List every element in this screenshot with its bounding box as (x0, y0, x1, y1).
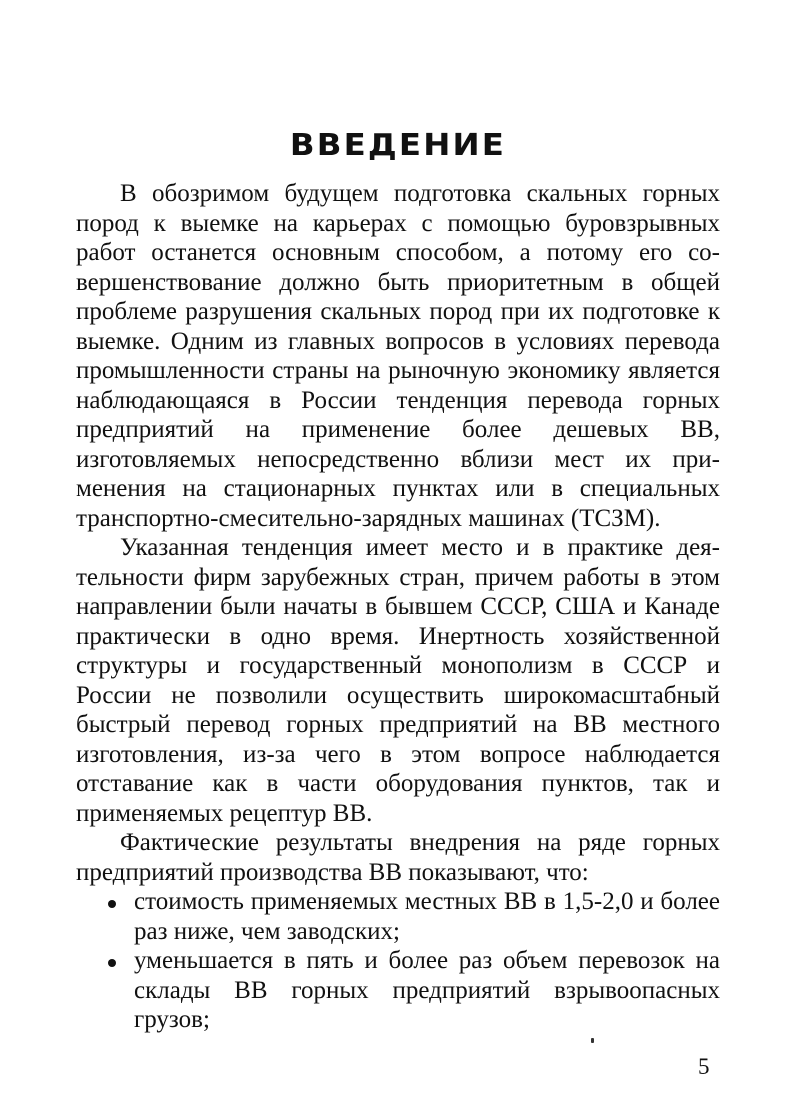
bullet-dot-icon (108, 959, 116, 967)
body-text (76, 179, 720, 1035)
paragraph-3: Фактические результаты внедрения на ряде горных предприятий производства ВВ показывают, что: (76, 829, 720, 886)
bullet-item-1 (76, 887, 720, 946)
bullet-list (76, 887, 720, 1035)
bullet-item-2 (76, 946, 720, 1035)
page-number: 5 (698, 1054, 710, 1079)
bullet-dot-icon (108, 900, 116, 908)
page-title: ВВЕДЕНИЕ (289, 128, 507, 163)
bullet-text: уменьшается в пять и более раз объем перевозок на склады ВВ горных предприятий взрывоопасных грузов; (134, 947, 720, 1033)
paragraph-1: В обозримом будущем подготовка скальных горных пород к выемке на карьерах с помощью буровзрывных работ останется основным способом, а потому его совершенствование должно быть приоритетным в общей проблеме разрушения скальных пород при их подготовке к выемке. Одним из главных вопросов в условиях перевода промышленности страны на рыночную экономику является наблюдающаяся в России тенденция перевода горных предприятий на применение более дешевых ВВ, изготовляемых непосредственно вблизи мест их применения на стационарных пунктах или в специальных транспортно-смесительно-зарядных машинах (ТСЗМ). (76, 180, 720, 532)
paragraph-2: Указанная тенденция имеет место и в практике деятельности фирм зарубежных стран, причем работы в этом направлении были начаты в бывшем СССР, США и Канаде практически в одно время. Инертность хозяйственной структуры и государственный монополизм в СССР и России не позволили осуществить широкомасштабный быстрый перевод горных предприятий на ВВ местного изготовления, из-за чего в этом вопросе наблюдается отставание как в части оборудования пунктов, так и применяемых рецептур ВВ. (76, 534, 720, 827)
scan-speck (591, 1038, 594, 1043)
bullet-text: стоимость применяемых местных ВВ в 1,5-2,0 и более раз ниже, чем заводских; (134, 888, 720, 945)
